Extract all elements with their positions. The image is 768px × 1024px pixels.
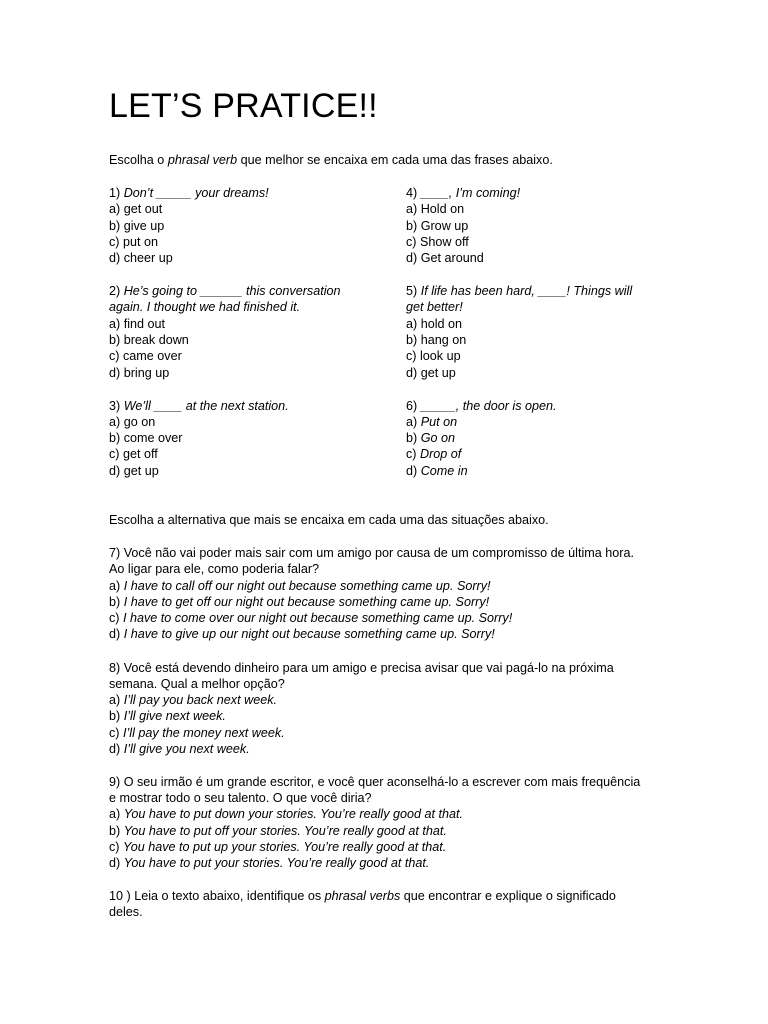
question-7-option-a-text: I have to call off our night out because something came up. Sorry! [123, 579, 491, 593]
question-8-option-a-text: I’ll pay you back next week. [123, 693, 278, 707]
question-9-option-d-text: You have to put your stories. You’re really good at that. [123, 856, 430, 870]
question-9-option-a-text: You have to put down your stories. You’re really good at that. [123, 807, 464, 821]
question-1-option-d: d) cheer up [109, 251, 173, 265]
question-8-option-d-text: I’ll give you next week. [123, 742, 250, 756]
question-1-option-b: b) give up [109, 219, 165, 233]
question-7-option-c-text: I have to come over our night out because something came up. Sorry! [123, 611, 513, 625]
question-2-option-b: b) break down [109, 333, 189, 347]
question-6-option-d: d) Come in [406, 464, 468, 478]
question-3 [109, 398, 289, 414]
question-4 [406, 185, 520, 201]
question-3-number: 3) [109, 399, 124, 413]
question-6-option-b: b) Go on [406, 431, 456, 445]
question-1-number: 1) [109, 186, 124, 200]
question-9-option-b: b) You have to put off your stories. You’re really good at that. [109, 824, 447, 838]
question-2-option-a: a) find out [109, 317, 166, 331]
question-1-text: Don’t _____ your dreams! [123, 186, 269, 200]
question-9-text-line-1: 9) O seu irmão é um grande escritor, e você quer aconselhá-lo a escrever com mais frequência [109, 775, 641, 789]
question-1-option-c: c) put on [109, 235, 159, 249]
question-4-text: ____, I’m coming! [420, 186, 521, 200]
question-8-option-a: a) I’ll pay you back next week. [109, 693, 278, 707]
question-10-em: phrasal verbs [324, 889, 401, 903]
question-8-option-b: b) I’ll give next week. [109, 709, 226, 723]
question-6 [406, 398, 557, 414]
question-6-number: 6) [406, 399, 421, 413]
instruction-1 [109, 152, 553, 168]
question-7-option-b-text: I have to get off our night out because something came up. Sorry! [123, 595, 490, 609]
question-5-text-line-2: get better! [406, 300, 463, 314]
question-8-option-d: d) I’ll give you next week. [109, 742, 250, 756]
question-9-option-d: d) You have to put your stories. You’re really good at that. [109, 856, 430, 870]
question-6-text: _____, the door is open. [420, 399, 557, 413]
question-4-option-d: d) Get around [406, 251, 484, 265]
question-7-option-b: b) I have to get off our night out because something came up. Sorry! [109, 595, 490, 609]
question-10-text-line-2: deles. [109, 905, 143, 919]
question-3-option-a: a) go on [109, 415, 156, 429]
question-3-option-d: d) get up [109, 464, 159, 478]
question-6-option-d-text: Come in [420, 464, 468, 478]
instruction-2: Escolha a alternativa que mais se encaixa em cada uma das situações abaixo. [109, 513, 549, 527]
question-9-option-a: a) You have to put down your stories. You’re really good at that. [109, 807, 464, 821]
question-5-option-a: a) hold on [406, 317, 463, 331]
question-6-option-c-text: Drop of [420, 447, 462, 461]
question-8-option-c-text: I’ll pay the money next week. [123, 726, 285, 740]
question-7-text-line-2: Ao ligar para ele, como poderia falar? [109, 562, 320, 576]
question-5 [406, 283, 632, 299]
instruction-1-post: que melhor se encaixa em cada uma das frases abaixo. [237, 153, 553, 167]
question-8-option-c: c) I’ll pay the money next week. [109, 726, 285, 740]
question-4-option-a: a) Hold on [406, 202, 465, 216]
question-7-option-d-text: I have to give up our night out because something came up. Sorry! [123, 627, 495, 641]
question-7-text-line-1: 7) Você não vai poder mais sair com um amigo por causa de um compromisso de última hora. [109, 546, 634, 560]
question-7-option-c: c) I have to come over our night out because something came up. Sorry! [109, 611, 513, 625]
question-2-text-line-1: He’s going to ______ this conversation [123, 284, 341, 298]
question-9-text-line-2: e mostrar todo o seu talento. O que você diria? [109, 791, 372, 805]
question-7-option-a: a) I have to call off our night out because something came up. Sorry! [109, 579, 491, 593]
question-8-option-b-text: I’ll give next week. [123, 709, 226, 723]
question-10-text-line-1: 10 ) Leia o texto abaixo, identifique os phrasal verbs que encontrar e explique o significado [109, 889, 616, 903]
question-9-option-c: c) You have to put up your stories. You’re really good at that. [109, 840, 447, 854]
question-6-option-a-text: Put on [420, 415, 458, 429]
question-5-option-d: d) get up [406, 366, 456, 380]
question-8-text-line-1: 8) Você está devendo dinheiro para um amigo e precisa avisar que vai pagá-lo na próxima [109, 661, 614, 675]
question-2-option-c: c) came over [109, 349, 182, 363]
question-3-option-b: b) come over [109, 431, 183, 445]
page-title: LET’S PRATICE!! [109, 87, 378, 125]
instruction-1-em: phrasal verb [167, 153, 238, 167]
question-6-option-b-text: Go on [420, 431, 456, 445]
question-2-number: 2) [109, 284, 124, 298]
question-1 [109, 185, 269, 201]
question-6-option-c: c) Drop of [406, 447, 462, 461]
question-6-option-a: a) Put on [406, 415, 458, 429]
question-4-option-c: c) Show off [406, 235, 469, 249]
question-5-option-b: b) hang on [406, 333, 467, 347]
question-5-number: 5) [406, 284, 421, 298]
question-1-option-a: a) get out [109, 202, 163, 216]
question-3-text: We’ll ____ at the next station. [123, 399, 289, 413]
question-9-option-b-text: You have to put off your stories. You’re really good at that. [123, 824, 447, 838]
question-2-text-line-2: again. I thought we had finished it. [109, 300, 301, 314]
instruction-1-pre: Escolha o [109, 153, 168, 167]
question-4-number: 4) [406, 186, 421, 200]
question-9-option-c-text: You have to put up your stories. You’re really good at that. [123, 840, 447, 854]
question-2-option-d: d) bring up [109, 366, 170, 380]
question-5-text-line-1: If life has been hard, ____! Things will [420, 284, 633, 298]
question-8-text-line-2: semana. Qual a melhor opção? [109, 677, 285, 691]
question-4-option-b: b) Grow up [406, 219, 469, 233]
question-3-option-c: c) get off [109, 447, 158, 461]
question-7-option-d: d) I have to give up our night out because something came up. Sorry! [109, 627, 495, 641]
question-2 [109, 283, 341, 299]
question-5-option-c: c) look up [406, 349, 461, 363]
